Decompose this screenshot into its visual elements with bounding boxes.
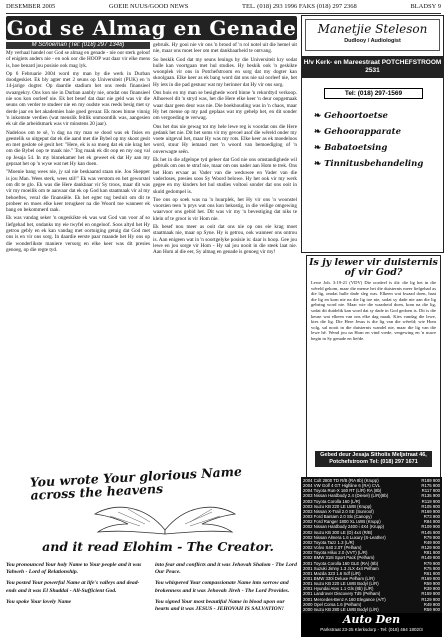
car-price: R129 900 [421, 596, 440, 602]
wings-illustration [90, 500, 240, 540]
paragraph: Ek het in die afgelope tyd geleer dat God nie ons omstandighede wil gebruik om ons te straf nie, maar om ons nader aan Hom te trek. Ons het Hom ervaar as Vader van die weduwee en Vader van die vaderloses, presies soos Sy Woord belowe. Hy het ook vir my werk gegee en my kinders het hul studies voltooi sonder dat ons ooit in skuld gedompel is. [153, 157, 297, 195]
car-price: R119 900 [421, 498, 440, 504]
car-model: 2004 Colt 2800 TD R/B (RA 8b) (Krupp) [303, 478, 379, 483]
service-item: ❧ Babatoetsing [314, 140, 439, 156]
car-price: R135 900 [421, 493, 440, 499]
car-price: R49 900 [423, 539, 440, 545]
advert-address: H/v Kerk- en Mareestraat POTCHEFSTROOM 2531 [302, 56, 443, 78]
car-price: R84 900 [423, 519, 440, 525]
car-price: R145 900 [421, 529, 440, 535]
article-column-2 [153, 42, 297, 464]
car-model: 2000 Isuzu KB 280 LE LWB Bodyl (L/R) [303, 606, 379, 612]
car-price: R109 900 [421, 524, 440, 530]
dealer-name: Auto Den [342, 613, 401, 626]
question-body: Lewe Joh. 3:19-21 (VDV) Die oordeel is dit: die lig het in die wêreld gekom, maar die mense het die duisternis meer liefgehad as die lig, omdat hulle dade sleg was. Elkeen wat kwaad doen, haat die lig en kom nie na die lig toe nie, sodat sy dade nie aan die lig gebring word nie. Maar wie die waarheid doen, kom na die lig, sodat dit duidelik kan word dat sy dade in God gedoen is. Dit is die keuse wat elkeen van ons elke dag maak. Kies vandag die lewe, kies die lig. Die Here Jesus is die lig van die wêreld; wie Hom volg, sal nooit in die duisternis wandel nie, maar die lig van die lewe hê. Wend jou na Hom en vind vrede, vergewing en 'n nuwe begin in Sy genade en liefde. [311, 280, 436, 341]
autoden-footer [301, 613, 442, 637]
car-model: 2001 Isuzu KB 220 LE LWB Bodyl (L/R) [303, 581, 379, 587]
car-model: 2001 Mercedes-Benz A 160 Elegance (A/T) [303, 596, 386, 602]
car-price: R49 900 [423, 601, 440, 607]
praise-column-2 [155, 562, 300, 617]
paragraph: Ek was vandag seker 'n ongeskikte ek was wat God van voor af so liefgehad het, ondanks my eie twyfel en ongeloof. Soos altyd het Hy getrou gebly en ek kan vandag met oortuiging getuig dat God met ons is en vir ons sorg. In daardie eerste paar maande het Hy ons op die wonderlikste maniere versorg en elke keer was dit presies genoeg, op die regte tyd. [6, 215, 150, 253]
praise-verse: into fear and conflicts and it was Jehovah Shalom - The Lord Our Peace. [155, 562, 297, 576]
car-model: 2000 Opel Corsa 1.6 (Pelham) [303, 601, 362, 607]
car-model: 2002 Volvo S40 2.0T (Pelham) [303, 545, 362, 551]
car-price: R117 900 [421, 488, 440, 494]
praise-line-2: and it read Elohim - The Creator. [42, 539, 274, 554]
car-price: R39 900 [423, 586, 440, 592]
car-listing [301, 477, 442, 613]
article-headline: God se Almag en Genade [6, 16, 297, 40]
article-byline: M Schoeman (Tel: (018) 297 1348) [6, 42, 150, 49]
dealer-address: Parkstraat 23-25 Klerksdorp - Tel: (018) 464 1802/3 [320, 627, 423, 632]
car-model: 2001 Suzuki Jimny 1.3 JLX 4x4 Pelham [303, 565, 379, 571]
question-title: Is jy lewer vir duisternis of vir God? [309, 257, 438, 278]
car-price: R169 900 [421, 508, 440, 514]
advert-services [314, 108, 439, 172]
audiologist-advert [301, 15, 444, 253]
prayer-credit: Gebed deur Jesaja Sitholis Meljstraat 46, Potchefstroom Tel: (018) 297 1671 [315, 451, 432, 467]
praise-verse: You signed Your most beautiful Name in blood upon our hearts and it was JESUS - JEHOVAH IS SALVATION! [155, 598, 285, 613]
paragraph: Nadeloos om te sê, 'n dag na my man se dood was ek fisies en geestelik so uitgeput dat ek die aand met die Bybel op my skoot gesit en met geslote oë gesit het: "Here, ek is so moeg dat ek nie krag het om die Bybel oop te maak nie." Tog maak ek dit oop en my oog val op Jesaja 54. In my binnekamer het ek geweet ek dat Hy aan my gepraat het op 'n wyse wat net Hy kan doen. [6, 129, 150, 168]
car-model: 2002 Toyota Hilux 2.0 (VVT) (L/R) [303, 550, 368, 556]
praise-line-1: You wrote Your glorious Name across the heavens [29, 463, 243, 503]
article-column-1 [6, 50, 150, 464]
header-publication: GOEIE NUUS/GOOD NEWS [108, 3, 189, 10]
car-model: 2003 Nissan Hardbody 2.4 (Diesel) (L/R)(8b) [303, 493, 389, 499]
page-header [6, 3, 441, 14]
paragraph: Ons het dus nie gewag tot my hele lewe reg is voordat ons die Here gedank het nie. Dit het soms vir my gevoel asof die wêreld onder my voete uitgeval het, maar Hy was my rots. Elke keer as ek moedeloos word, stuur Hy iemand met 'n woord van bemoediging of 'n onverwagte seën. [153, 123, 297, 155]
praise-column-1 [6, 562, 146, 610]
paragraph: "Moenie bang wees nie, jy sal nie beskaamd staan nie. Jou Skepper is jou Man. Wees sterk, wees stil!" Ek was verstom en het geworstel om dit te glo. Ek was die Here dankbaar vir Sy troos, maar dit was vir my moeilik om te aanvaar dat ek op God kan staatmaak vir al my behoeftes, veral die finansiële. Ek het egter tog besluit om dit te probeer en moes elke keer terugkeer na die Woord toe wanneer ek bang en bekommerd raak. [6, 169, 150, 214]
paragraph: Ons huis en my man se besighede word binne 'n rekordtyd verkoop. Alhoewel dit 'n stryd was, het die Here elke keer 'n deur oopgemaak waar daar geen deur was nie. Die boekhouding was in 'n chaos, maar Hy het mense op my pad geplaas wat my gehelp het, en dit sonder om vergoeding te verwag. [153, 90, 297, 122]
car-price: R129 900 [421, 545, 440, 551]
advert-logo [305, 19, 440, 51]
car-price: R61 900 [423, 570, 440, 576]
praise-verse: You spoke Your lovely Name [6, 598, 72, 605]
car-model: 2001 Landrover Discovery Td5 (Pelham) [303, 591, 381, 597]
paragraph: Toe ons op soek was na 'n huurplek, het Hy vir ons 'n woonstel voorsien teen 'n prys wat ons kon bekostig, in die veilige omgewing waarvoor ons gebid het. Dit was vir my 'n bevestiging dat niks te klein of te groot is vir Hom nie. [153, 196, 297, 222]
car-price: R79 900 [423, 534, 440, 540]
car-model: 2004 Toyota Run-X 160 RT (L/R) RA (8b) [303, 488, 382, 494]
car-price: R159 900 [421, 591, 440, 597]
car-price: R149 900 [421, 555, 440, 561]
praise-verse: You pronounced Your holy Name to Your people and it was Yahweh - Lord of Relationship. [6, 562, 142, 576]
car-price: R169 900 [421, 575, 440, 581]
paragraph: Op 6 Februarie 2004 word my man by die werk in Durban doodgeskiet. Ek bly agter met 2 seuns op Universiteit (PUK) en 'n 14-jarige dogter. Op daardie stadium het ons reeds finansieel swaargekry. Ons kon nie in Durban aanbly nie, omdat ons finansieel nie sou kon oorleef nie. Ek het besef dat daar nie geld was vir die seuns om verder te studeer nie en my oudste was reeds besig met sy derde jaar en het akademies baie goed gevaar. Ek moes binne vinnig 'n inkomste verdien (wat menslik feitlik onmoontlik was, aangesien ek uit die arbeidsmark was vir minstens 20 jaar). [6, 70, 150, 128]
car-price: R189 900 [421, 478, 440, 483]
car-model: 2003 Ford Bantam 2.0 Slx (Canopy) [303, 514, 372, 520]
car-price: R59 900 [423, 581, 440, 587]
paragraph: Ek besef nou meer as ooit dat ons nie op ons eie krag moet staatmaak nie, maar op Syne. Hy is getrou, ook wanneer ons ontrou is. Aan enigeen wat in 'n soortgelyke posisie is: daar is hoop. Gee jou lewe en jou sorge vir Hom - Hy sal jou nooit in die steek laat nie. Aan Hom al die eer, Sy almag en genade is genoeg vir my! [153, 224, 297, 256]
advert-logo-subtitle: Dudlooy / Audiologist [344, 38, 401, 44]
paragraph: My verhaal handel oor God se almag en genade - nie oor sterk geloof of enigiets anders nie - en ook oor die HOOP wat daar vir elke mens is, hoe benard jou posisie ook mag lyk. [6, 50, 150, 69]
service-item: ❧ Gehoorapparate [314, 124, 439, 140]
service-item: ❧ Gehoortoetse [314, 108, 439, 124]
car-model: 2003 Isuzu KB 220 LE LWB (Krupp) [303, 503, 372, 509]
car-model: 2002 Ford Ranger 1800 XL LWB (Krupp) [303, 519, 381, 525]
car-model: 2002 Isuzu KB 300 LE (D) 4x4 (R/B) [303, 529, 373, 535]
car-price: R175 900 [421, 483, 440, 489]
car-model: 2002 Nissan Almera 1.6 Luxury (S-Leather) [303, 534, 386, 540]
car-model: 2002 Nissan Hardbody 2400 i 4X4 (Krupp) [303, 524, 384, 530]
car-model: 2003 Toyota Corolla 160 (L/R) [303, 498, 361, 504]
praise-verse: You posted Your powerful Name at life's valleys and dead-ends and it was El Shaddai - All-Sufficient God. [6, 580, 140, 594]
car-model: 2001 Mazda 323 1.6 Sdf (L/R) [303, 570, 361, 576]
car-price: R81 900 [423, 550, 440, 556]
paragraph: gebruik. Hy gooi nie vir ons 'n brood of 'n rol notel uit die hemel uit nie, maar ons moet leer om met dankbaarheid te ontvang. [153, 42, 297, 55]
header-date: DESEMBER 2005 [6, 3, 56, 10]
advert-logo-title: Manetjie Steleson [317, 22, 428, 36]
car-model: 2004 VW Golf 4 GT Highline 6 (RA) CVL [303, 483, 381, 489]
question-box [306, 255, 441, 479]
car-price: R105 900 [421, 503, 440, 509]
car-price: R75 900 [423, 565, 440, 571]
car-price: R59 900 [423, 606, 440, 612]
car-price: R73 900 [423, 514, 440, 520]
car-price: R79 900 [423, 560, 440, 566]
car-model: 2003 Nissan X-Trail 2.0 SE (Sunroof) [303, 508, 374, 514]
header-contact: TEL. (018) 293 1996 FAKS (018) 297 2368 [242, 3, 357, 10]
advert-phone: Tel: (018) 297-1569 [324, 88, 423, 99]
header-page-number: BLADSY 9 [410, 3, 441, 10]
car-model: 2001 Toyota Corolla 160 GLE (RA) (8b) [303, 560, 379, 566]
praise-verse: You whispered Your compassionate Name into sorrow and brokenness and it was Jehovah Jireh - The Lord Provides. [155, 580, 290, 594]
car-model: 2002 Toyota Tazz 1.3 (L/R) [303, 539, 355, 545]
car-model: 2001 Hyundai Atos 1.1 Gls (8b) (L/R) [303, 586, 374, 592]
paragraph: So beskik God dat my seuns lenings by die Universiteit kry sodat hulle kan voortgaan met hul studies. Hy beskik ook 'n geskikte woonplek vir ons in Potchefstroom en sorg dat my dogter kan skoolgaan. Elke keer as ek bang word dat ons nie sal oorleef nie, het Hy iets in die pad gestuur wat my herinner dat Hy vir ons sorg. [153, 56, 297, 88]
car-model: 2001 BMW 330i Deluxe Pelham (L/R) [303, 575, 375, 581]
car-model: 2002 BMW 318i Sport Pack (Pelham) [303, 555, 375, 561]
service-item: ❧ Tinnitusbehandeling [314, 156, 439, 172]
